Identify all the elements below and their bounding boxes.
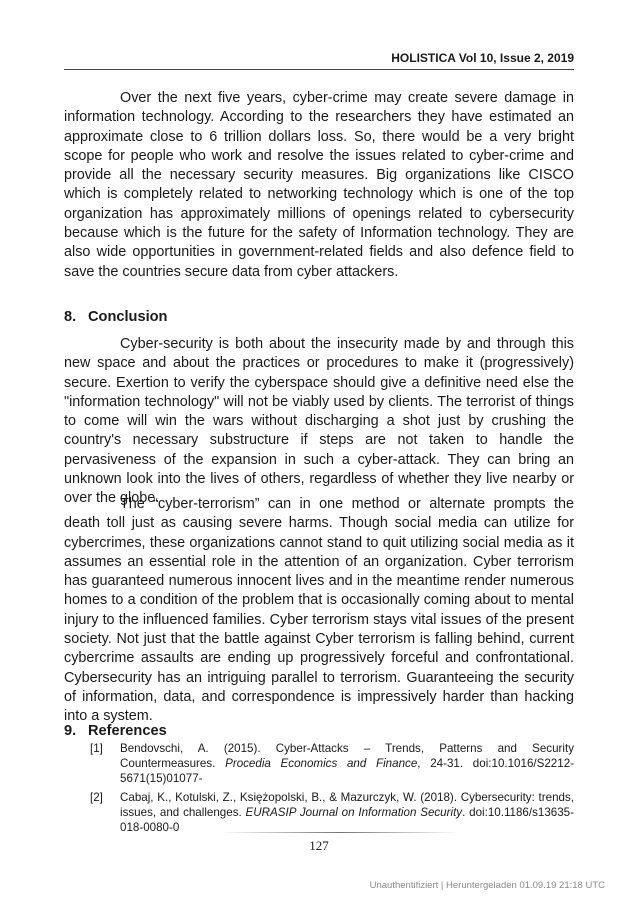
reference-text: Bendovschi, A. (2015). Cyber-Attacks – Trends, Patterns and Security Countermeasures. — [120, 742, 574, 771]
footer-divider — [220, 832, 460, 833]
paragraph-conclusion-2: The “cyber-terrorism” can in one method or alternate prompts the death toll just as causing severe harms. Though social media can utilize for cybercrimes, these organizations cannot stand to quit utilizing social media as it assumes an essential role in the attention of an organization. Cyber terrorism has guaranteed numerous innocent lives and in the meantime render numerous homes to a condition of the problem that is occasionally coming about to mental injury to the influenced families. Cyber terrorism stays vital issues of the present society. Not just that the battle against Cyber terrorism is falling behind, current cybercrime assaults are ending up progressively forceful and confrontational. Cybersecurity has an intriguing parallel to terrorism. Guaranteeing the security of information, data, and correspondence is impressively harder than hacking into a system. — [64, 496, 574, 725]
reference-details: , 24-31. doi:10.1016/S2212-5671(15)01077- — [120, 757, 575, 786]
section-heading-conclusion — [64, 308, 574, 327]
reference-journal: EURASIP Journal on Information Security — [245, 805, 463, 819]
reference-label: [1] — [90, 742, 103, 755]
section-number: 9. — [64, 723, 77, 739]
section-heading-references — [64, 722, 574, 741]
section-title: References — [88, 723, 167, 739]
reference-item — [90, 741, 574, 787]
reference-journal: Procedia Economics and Finance — [225, 757, 418, 771]
paragraph-conclusion-1: Cyber-security is both about the insecurity made by and through this new space and about the practices or procedures to make it (progressively) secure. Exertion to verify the cyberspace should give a definitive need else the "information technology" will not be viably used by clients. The terrorist of things to come will win the wars without discharging a shot just by crushing the country's necessary substructure if steps are not taken to handle the pervasiveness of the expansion in such a cyber-attack. They can bring an unknown look into the lives of others, regardless of whether they live nearby or over the globe. — [64, 336, 574, 507]
download-watermark: Unauthentifiziert | Heruntergeladen 01.09.19 21:18 UTC — [369, 880, 605, 891]
reference-details: . doi:10.1186/s13635-018-0080-0 — [120, 805, 574, 835]
reference-item — [90, 790, 574, 836]
header-divider — [64, 69, 574, 70]
paragraph-cyber-crime-outlook: Over the next five years, cyber-crime may create severe damage in information technology. According to the researchers they have estimated an approximate close to 6 trillion dollars loss. So, there would be a very bright scope for people who work and resolve the issues related to cyber-crime and provide all the necessary security measures. Big organizations like CISCO which is completely related to networking technology which is one of the top organization has approximately millions of openings related to cybersecurity because which is the future for the safety of Information technology. They are also wide opportunities in government-related fields and also defence field to save the countries secure data from cyber attackers. — [64, 90, 574, 280]
section-number: 8. — [64, 309, 77, 325]
section-title: Conclusion — [88, 309, 168, 325]
page-number: 127 — [309, 838, 329, 853]
reference-list — [90, 741, 574, 838]
reference-text: Cabaj, K., Kotulski, Z., Księżopolski, B., & Mazurczyk, W. (2018). Cybersecurity: trends, issues, and challenges. — [120, 790, 574, 819]
reference-label: [2] — [90, 790, 103, 804]
running-header: HOLISTICA Vol 10, Issue 2, 2019 — [391, 51, 574, 65]
